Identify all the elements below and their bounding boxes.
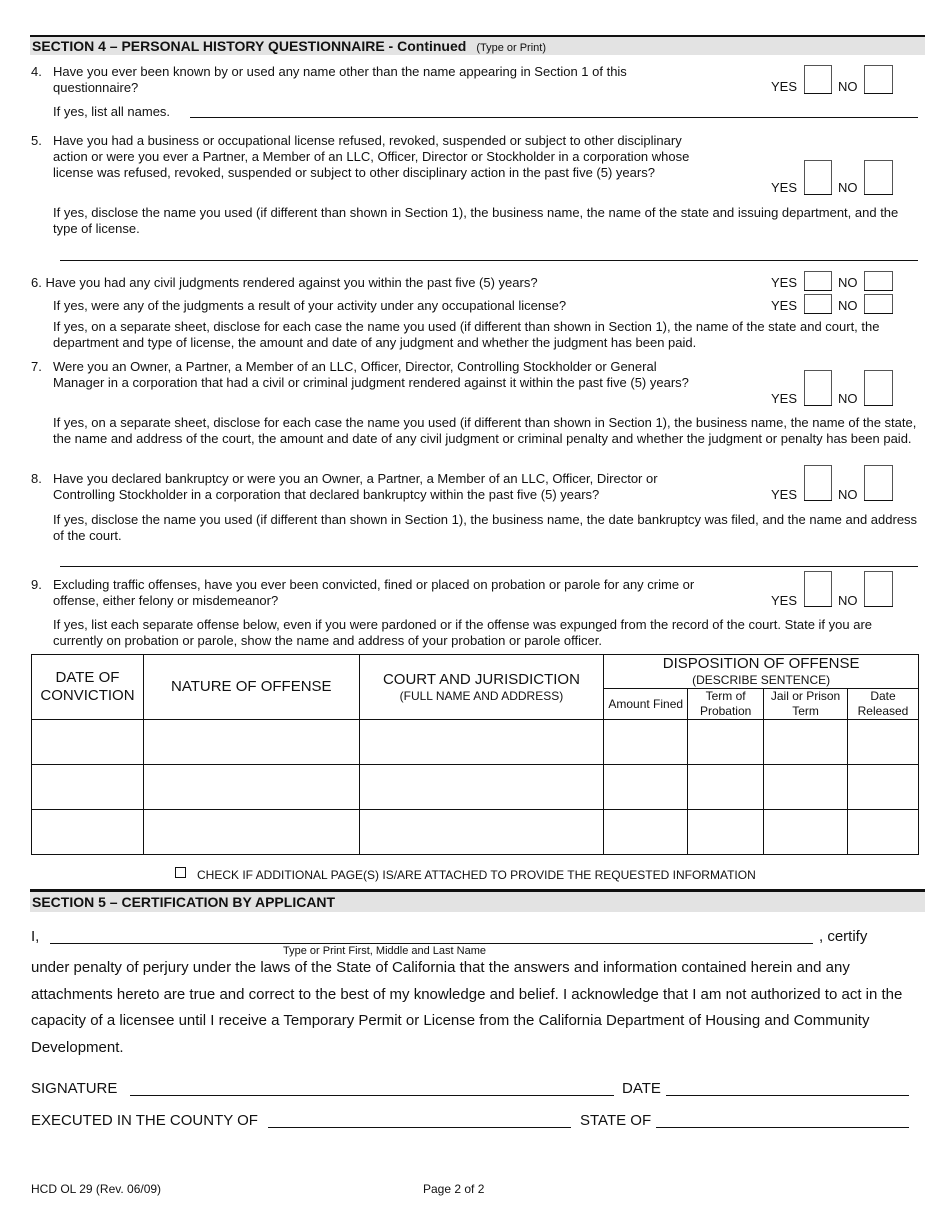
form-id: HCD OL 29 (Rev. 06/09) [31, 1182, 162, 1196]
q8-yes-label: YES [771, 487, 798, 502]
q4-yes-box[interactable] [804, 65, 832, 94]
table-cell[interactable] [32, 765, 144, 810]
q5-number: 5. [31, 133, 42, 148]
q9-followup: If yes, list each separate offense below, even if you were pardoned or if the offense was expunged from the record of the court. State if you are currently on probation or parole, show the name and address of your probation or parole officer. [53, 617, 873, 648]
q7-no-label: NO [838, 391, 858, 406]
section5-title: SECTION 5 – CERTIFICATION BY APPLICANT [32, 894, 336, 910]
table-cell[interactable] [359, 765, 604, 810]
q5-details-field[interactable] [60, 260, 918, 261]
q6-sub-text: If yes, were any of the judgments a result of your activity under any occupational license? [53, 298, 567, 313]
q8-followup: If yes, disclose the name you used (if different than shown in Section 1), the business name, the date bankruptcy was filed, and the name and address of the court. [53, 512, 918, 543]
date-label: DATE [622, 1080, 661, 1097]
table-cell[interactable] [143, 810, 359, 855]
section4-title-text: SECTION 4 – PERSONAL HISTORY QUESTIONNAIRE - Continued [32, 38, 467, 54]
q6-yes-box[interactable] [804, 271, 832, 291]
table-cell[interactable] [32, 810, 144, 855]
q6-no-label: NO [838, 275, 858, 290]
table-cell[interactable] [604, 810, 688, 855]
q7-yes-label: YES [771, 391, 798, 406]
table-cell[interactable] [847, 765, 918, 810]
q5-followup: If yes, disclose the name you used (if different than shown in Section 1), the business name, the name of the state and issuing department, and the type of license. [53, 205, 899, 236]
col-date-of-conviction: DATE OF CONVICTION [32, 655, 144, 720]
attachment-checkbox[interactable] [175, 867, 186, 878]
table-cell[interactable] [688, 765, 764, 810]
q9-no-label: NO [838, 593, 858, 608]
q5-no-box[interactable] [864, 160, 893, 195]
q9-no-box[interactable] [864, 571, 893, 607]
state-field[interactable] [656, 1127, 909, 1128]
q6-sub-no-label: NO [838, 298, 858, 313]
date-field[interactable] [666, 1095, 909, 1096]
q5-yes-box[interactable] [804, 160, 832, 195]
q7-text: Were you an Owner, a Partner, a Member of an LLC, Officer, Director, Controlling Stockholder or General Manager in a corporation that had a civil or criminal judgment rendered against it within the past five (5) years? [53, 359, 689, 390]
table-row [32, 720, 919, 765]
table-cell[interactable] [359, 720, 604, 765]
page-number: Page 2 of 2 [423, 1182, 485, 1196]
signature-label: SIGNATURE [31, 1080, 118, 1097]
q4-followup: If yes, list all names. [53, 104, 171, 119]
q8-number: 8. [31, 471, 42, 486]
q6-sub-yes-box[interactable] [804, 294, 832, 314]
table-cell[interactable] [764, 720, 848, 765]
q8-no-box[interactable] [864, 465, 893, 501]
col-disposition-title: DISPOSITION OF OFFENSE [662, 655, 860, 672]
q9-yes-box[interactable] [804, 571, 832, 607]
name-field-hint: Type or Print First, Middle and Last Name [283, 945, 486, 957]
col-court-title: COURT AND JURISDICTION [382, 670, 580, 688]
county-field[interactable] [268, 1127, 571, 1128]
q4-names-field[interactable] [190, 117, 918, 118]
q5-yes-label: YES [771, 180, 798, 195]
q9-yes-label: YES [771, 593, 798, 608]
table-cell[interactable] [688, 810, 764, 855]
table-cell[interactable] [604, 720, 688, 765]
section4-subtitle: (Type or Print) [476, 42, 546, 54]
cert-i-label: I, [31, 928, 40, 945]
section4-title [32, 38, 546, 57]
col-jail-prison-term: Jail or Prison Term [764, 689, 848, 720]
certification-body: under penalty of perjury under the laws of the State of California that the answers and information contained herein and any attachments hereto are true and correct to the best of my knowledge and belief. I acknowledge that I am not authorized to act in the capacity of a licensee until I receive a Temporary Permit or License from the California Department of Housing and Community Development. [31, 959, 903, 1056]
table-cell[interactable] [143, 720, 359, 765]
q8-no-label: NO [838, 487, 858, 502]
q4-text: Have you ever been known by or used any name other than the name appearing in Section 1 of this questionnaire? [53, 64, 627, 95]
q8-yes-box[interactable] [804, 465, 832, 501]
q4-no-label: NO [838, 79, 858, 94]
q7-no-box[interactable] [864, 370, 893, 406]
q6-sub-yes-label: YES [771, 298, 798, 313]
table-cell[interactable] [847, 810, 918, 855]
q6-sub-no-box[interactable] [864, 294, 893, 314]
q5-text: Have you had a business or occupational license refused, revoked, suspended or subject to other disciplinary action or were you ever a Partner, a Member of an LLC, Officer, Director or Stockholder in a corporation whose license was refused, revoked, suspended or subject to other disciplinary action in the past five (5) years? [53, 133, 690, 180]
table-cell[interactable] [688, 720, 764, 765]
q6-yes-label: YES [771, 275, 798, 290]
col-date-released: Date Released [847, 689, 918, 720]
attachment-check-label: CHECK IF ADDITIONAL PAGE(S) IS/ARE ATTACHED TO PROVIDE THE REQUESTED INFORMATION [197, 868, 756, 882]
q7-yes-box[interactable] [804, 370, 832, 406]
q8-text: Have you declared bankruptcy or were you an Owner, a Partner, a Member of an LLC, Officer, Director or Controlling Stockholder in a corporation that declared bankruptcy within the past five (5) years? [53, 471, 658, 502]
q6-text: 6. Have you had any civil judgments rendered against you within the past five (5) years? [31, 275, 538, 290]
q6-no-box[interactable] [864, 271, 893, 291]
table-cell[interactable] [604, 765, 688, 810]
q4-yes-label: YES [771, 79, 798, 94]
q7-number: 7. [31, 359, 42, 374]
col-court-subtitle: (FULL NAME AND ADDRESS) [399, 688, 564, 703]
q6-followup: If yes, on a separate sheet, disclose for each case the name you used (if different than shown in Section 1), the name of the state and court, the department and type of license, the amount and date of any judgment and whether the judgment has been paid. [53, 319, 880, 350]
q8-details-field[interactable] [60, 566, 918, 567]
state-label: STATE OF [580, 1112, 652, 1129]
col-disposition [604, 655, 919, 689]
col-term-probation: Term of Probation [688, 689, 764, 720]
q9-text: Excluding traffic offenses, have you ever been convicted, fined or placed on probation or parole for any crime or offense, either felony or misdemeanor? [53, 577, 695, 608]
section4-header [30, 35, 925, 55]
applicant-name-field[interactable] [50, 943, 813, 944]
table-cell[interactable] [359, 810, 604, 855]
cert-certify-label: , certify [819, 928, 868, 945]
table-row [32, 765, 919, 810]
col-amount-fined: Amount Fined [604, 689, 688, 720]
county-label: EXECUTED IN THE COUNTY OF [31, 1112, 258, 1129]
q4-number: 4. [31, 64, 42, 79]
q5-no-label: NO [838, 180, 858, 195]
table-cell[interactable] [32, 720, 144, 765]
q4-no-box[interactable] [864, 65, 893, 94]
col-disposition-subtitle: (DESCRIBE SENTENCE) [692, 673, 831, 687]
table-row [32, 810, 919, 855]
table-cell[interactable] [764, 765, 848, 810]
q9-number: 9. [31, 577, 42, 592]
table-cell[interactable] [143, 765, 359, 810]
section5-header [30, 889, 925, 912]
col-court-jurisdiction [359, 655, 604, 720]
col-nature-of-offense: NATURE OF OFFENSE [143, 655, 359, 720]
table-cell[interactable] [847, 720, 918, 765]
signature-field[interactable] [130, 1095, 614, 1096]
table-cell[interactable] [764, 810, 848, 855]
offense-table [31, 654, 919, 855]
q7-followup: If yes, on a separate sheet, disclose for each case the name you used (if different than shown in Section 1), the business name, the name of the state, the name and address of the court, the amount and date of any civil judgment or criminal penalty and whether the judgment or penalty has been paid. [53, 415, 917, 446]
